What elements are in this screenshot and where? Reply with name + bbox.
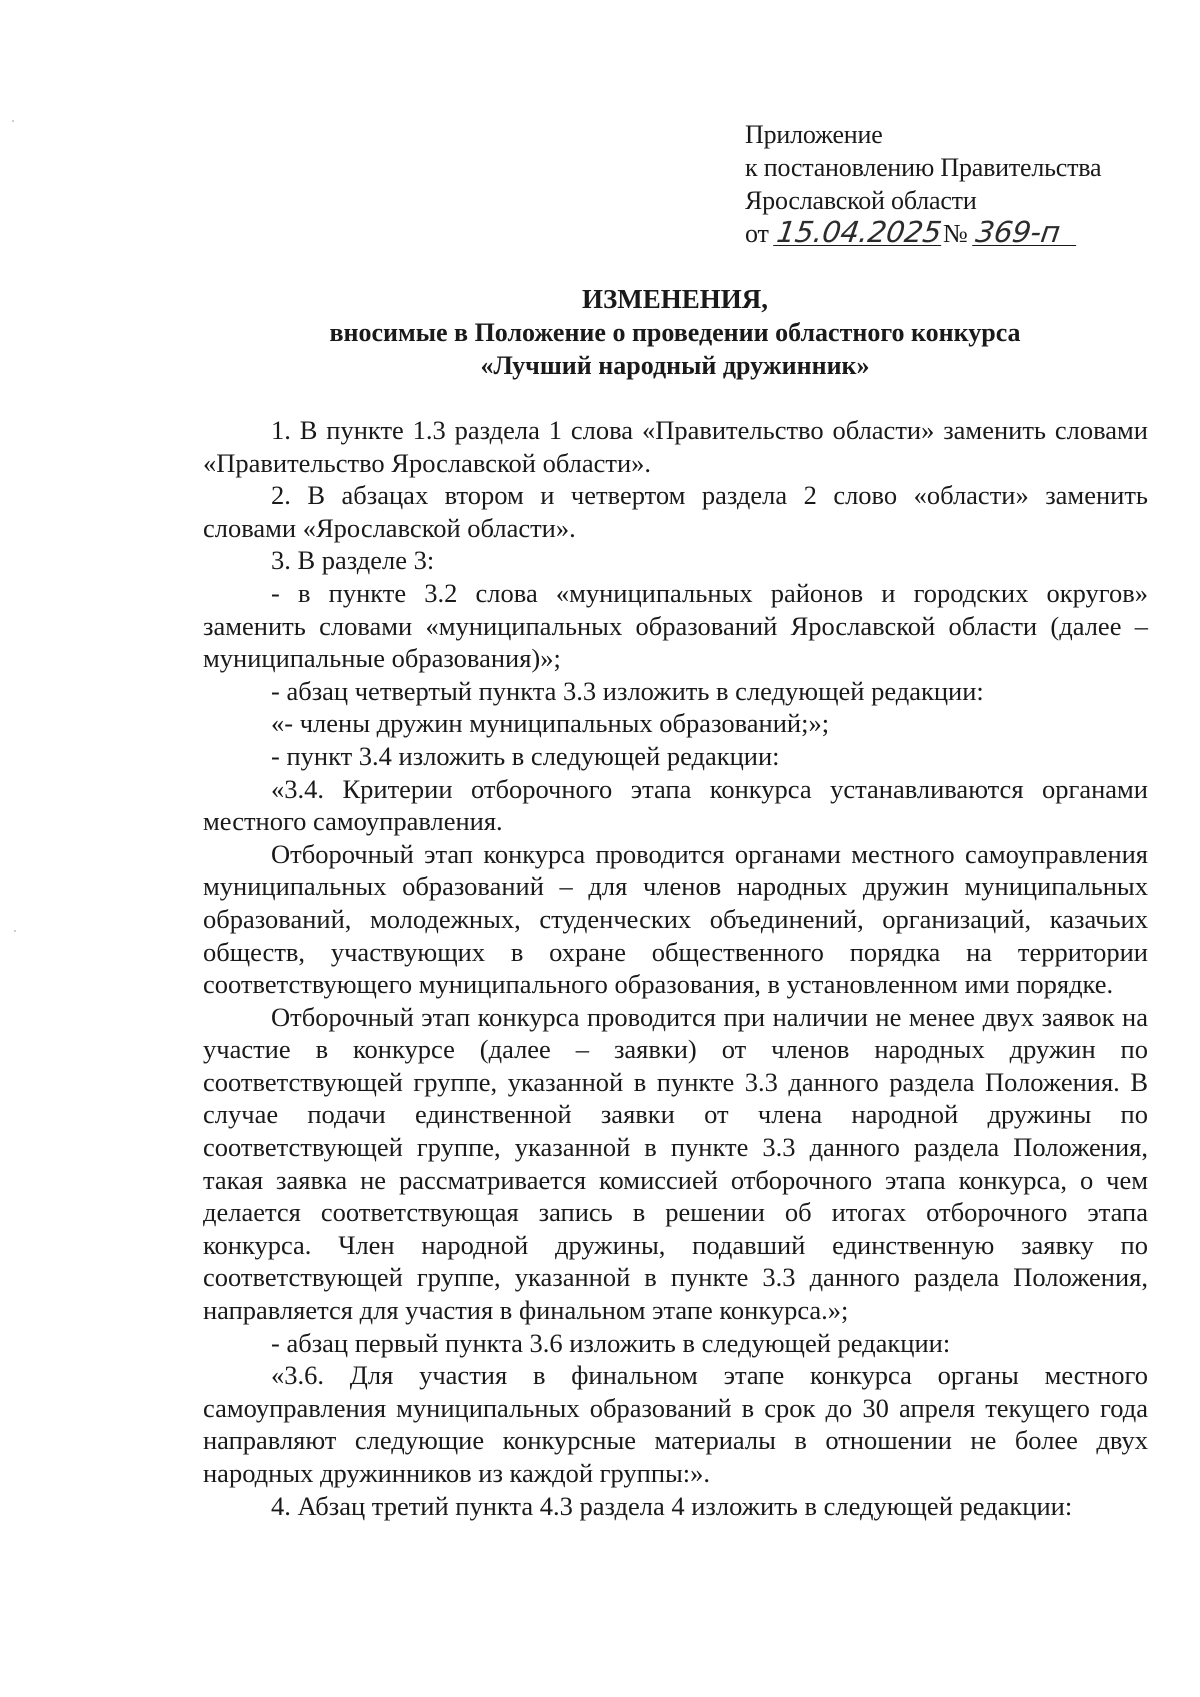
paragraph: 2. В абзацах втором и четвертом раздела 2 слово «области» заменить словами «Ярославской области». <box>203 480 1148 543</box>
appendix-label: Приложение <box>745 120 883 149</box>
paragraph: - в пункте 3.2 слова «муниципальных районов и городских округов» заменить словами «муниципальных образований Ярославской области (далее – муниципальные образования)»; <box>203 577 1148 674</box>
paragraph: Отборочный этап конкурса проводится при наличии не менее двух заявок на участие в конкурсе (далее – заявки) от членов народных дружин по соответствующей группе, указанной в пункте 3.3 данного раздела Положения. В случае подачи единственной заявки от члена народной дружины по соответствующей группе, указанной в пункте 3.3 данного раздела Положения, такая заявка не рассматривается комиссией отборочного этапа конкурса, о чем делается соответствующая запись в решении об итогах отборочного этапа конкурса. Член народной дружины, подавший единственную заявку по соответствующей группе, указанной в пункте 3.3 данного раздела Положения, направляется для участия в финальном этапе конкурса.»; <box>203 1001 1148 1326</box>
handwritten-date: 15.04.2025 <box>774 215 944 249</box>
appendix-header <box>745 118 1101 250</box>
handwritten-number: 369-п <box>972 219 1080 246</box>
title-subtitle-2: «Лучший народный дружинник» <box>480 351 870 380</box>
paragraph: - абзац первый пункта 3.6 изложить в следующей редакции: <box>271 1327 951 1358</box>
paragraph: «3.4. Критерии отборочного этапа конкурса устанавливаются органами местного самоуправления. <box>203 773 1148 837</box>
paragraph: «3.6. Для участия в финальном этапе конкурса органы местного самоуправления муниципальных образований в срок до 30 апреля текущего года направляют следующие конкурсные материалы в отношении не более двух народных дружинников из каждой группы:». <box>203 1360 1148 1488</box>
scan-speck <box>14 930 16 932</box>
appendix-region-line: Ярославской области <box>745 186 977 215</box>
document-title <box>150 283 1200 382</box>
document-body <box>203 414 1148 1522</box>
title-subtitle-1: вносимые в Положение о проведении областного конкурса <box>329 318 1021 347</box>
appendix-resolution-line: к постановлению Правительства <box>745 153 1102 182</box>
title-main: ИЗМЕНЕНИЯ, <box>581 284 768 314</box>
paragraph: 3. В разделе 3: <box>271 545 435 576</box>
paragraph: - абзац четвертый пункта 3.3 изложить в следующей редакции: <box>271 675 984 706</box>
paragraph: 1. В пункте 1.3 раздела 1 слова «Правительство области» заменить словами «Правительство Ярославской области». <box>203 415 1148 478</box>
paragraph: - пункт 3.4 изложить в следующей редакции: <box>271 740 780 771</box>
number-prefix: № <box>942 219 968 248</box>
scan-speck <box>12 120 14 122</box>
appendix-date-line <box>745 217 1101 250</box>
paragraph: 4. Абзац третий пункта 4.3 раздела 4 изложить в следующей редакции: <box>271 1490 1073 1521</box>
paragraph: Отборочный этап конкурса проводится органами местного самоуправления муниципальных образований – для членов народных дружин муниципальных образований, молодежных, студенческих объединений, организаций, казачьих обществ, участвующих в охране общественного порядка на территории соответствующего муниципального образования, в установленном ими порядке. <box>203 838 1148 1000</box>
paragraph: «- члены дружин муниципальных образований;»; <box>271 708 830 739</box>
date-prefix: от <box>745 219 769 248</box>
